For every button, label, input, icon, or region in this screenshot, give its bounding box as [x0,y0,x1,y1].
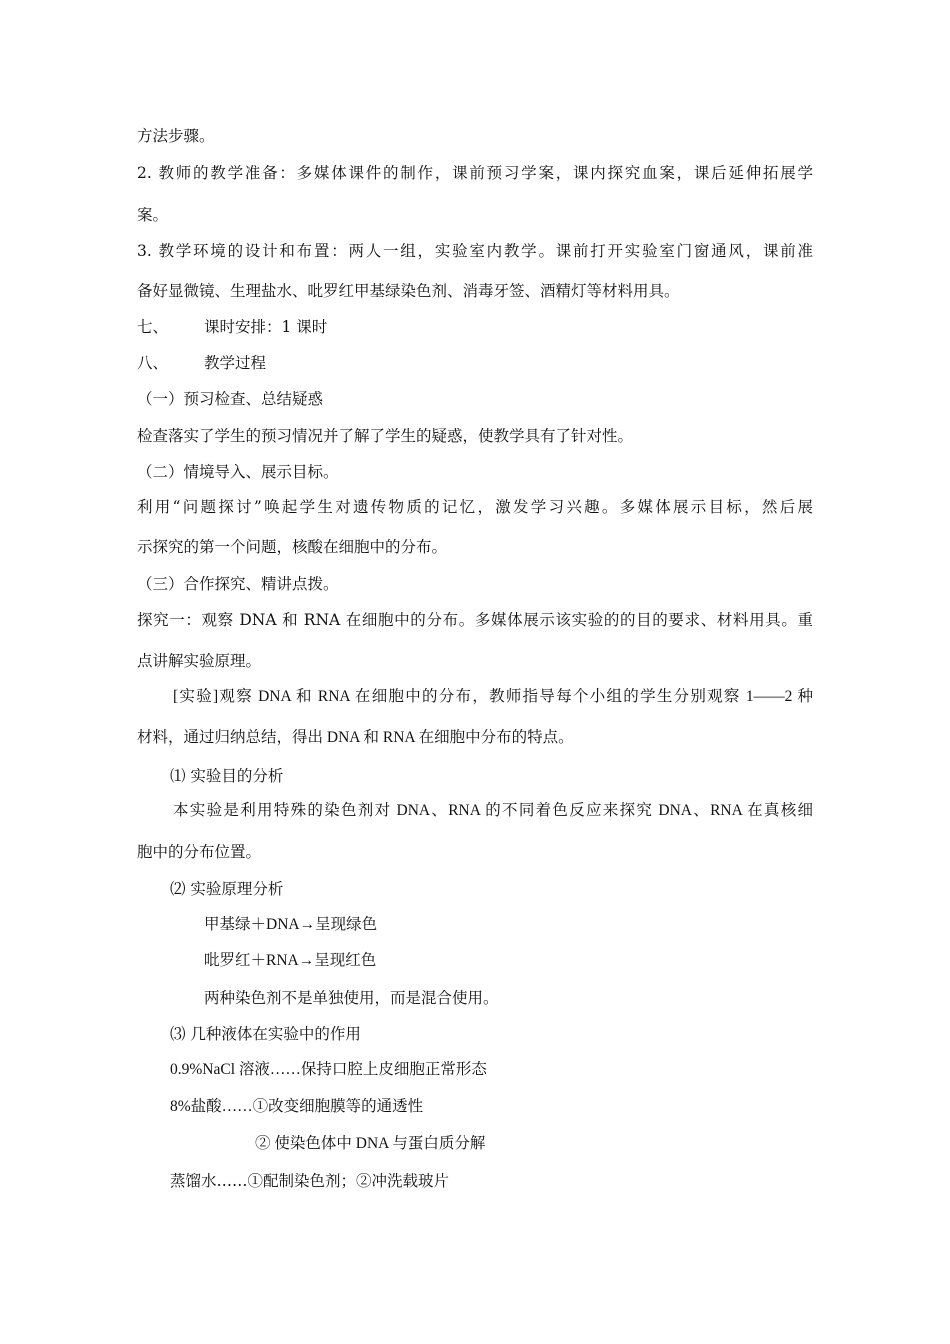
text-line: 胞中的分布位置。 [137,843,262,861]
text-line: 蒸馏水……①配制染色剂；②冲洗载玻片 [170,1172,450,1190]
text-line: 案。 [137,206,169,224]
numbered-heading: ⑵ 实验原理分析 [170,880,284,898]
text-line: 8%盐酸……①改变细胞膜等的通透性 [170,1098,424,1115]
text-line: 材料，通过归纳总结，得出 DNA 和 RNA 在细胞中分布的特点。 [137,729,574,746]
section-heading: 课时安排：1 课时 [204,318,328,336]
text-line: 两种染色剂不是单独使用，而是混合使用。 [204,989,499,1007]
subsection-heading: （三）合作探究、精讲点拨。 [137,575,339,593]
text-line: 点讲解实验原理。 [137,652,262,670]
numbered-heading: ⑶ 几种液体在实验中的作用 [170,1025,361,1043]
text-line: 吡罗红＋RNA→呈现红色 [204,952,377,969]
text-line: 检查落实了学生的预习情况并了解了学生的疑惑，使教学具有了针对性。 [137,427,634,445]
text-line: ② 使染色体中 DNA 与蛋白质分解 [255,1135,486,1152]
text-line: 示探究的第一个问题，核酸在细胞中的分布。 [137,538,448,556]
text-line: [实验]观察 DNA 和 RNA 在细胞中的分布，教师指导每个小组的学生分别观察 1——2 种 [173,688,813,705]
section-heading: 教学过程 [204,354,267,372]
subsection-heading: （二）情境导入、展示目标。 [137,463,339,481]
text-line: 方法步骤。 [137,127,215,145]
text-line: 备好显微镜、生理盐水、吡罗红甲基绿染色剂、消毒牙签、酒精灯等材料用具。 [137,282,680,300]
text-line: 探究一：观察 DNA 和 RNA 在细胞中的分布。多媒体展示该实验的的目的要求、材料用具。重 [137,611,813,629]
text-line: 0.9%NaCl 溶液……保持口腔上皮细胞正常形态 [170,1061,487,1078]
subsection-heading: （一）预习检查、总结疑惑 [137,390,324,408]
section-number: 七、 [137,318,169,336]
text-line: 甲基绿＋DNA→呈现绿色 [204,916,378,933]
text-line: 本实验是利用特殊的染色剂对 DNA、RNA 的不同着色反应来探究 DNA、RNA 在真核细 [173,802,813,819]
text-line: 利用“问题探讨”唤起学生对遗传物质的记忆，激发学习兴趣。多媒体展示目标，然后展 [137,498,813,516]
text-line: 2. 教师的教学准备：多媒体课件的制作，课前预习学案，课内探究血案，课后延伸拓展学 [137,164,813,182]
section-number: 八、 [137,354,169,372]
numbered-heading: ⑴ 实验目的分析 [170,767,284,785]
text-line: 3. 教学环境的设计和布置：两人一组，实验室内教学。课前打开实验室门窗通风，课前准 [137,242,813,260]
